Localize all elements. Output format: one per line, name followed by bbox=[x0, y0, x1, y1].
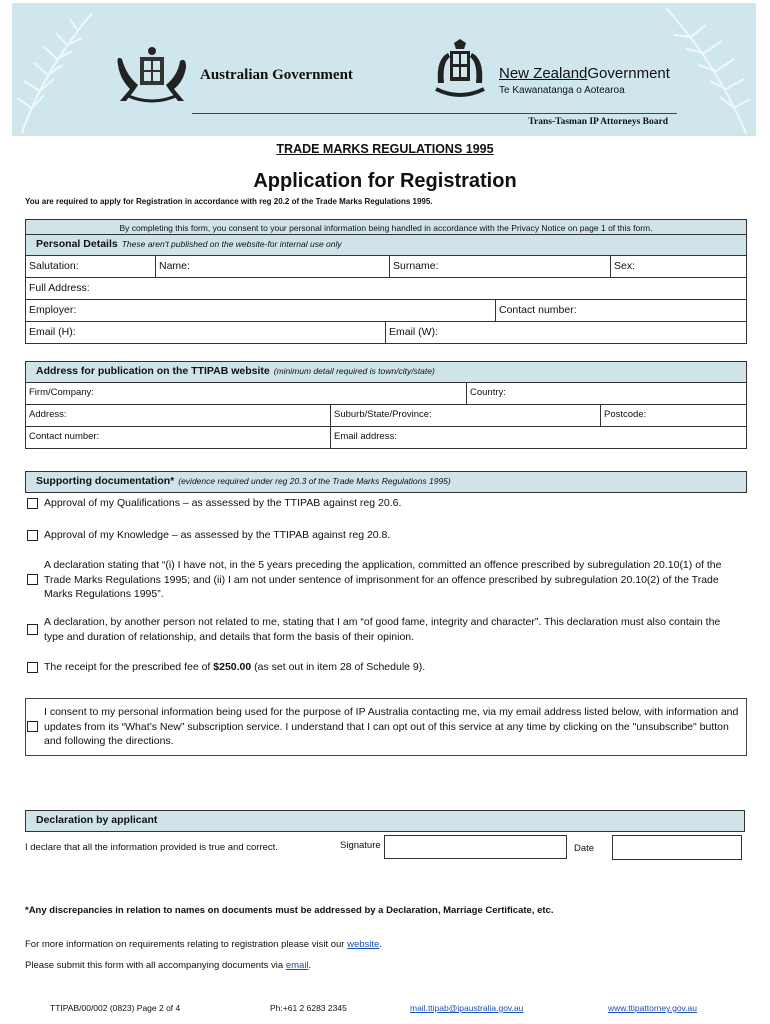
consent-label: I consent to my personal information being used for the purpose of IP Australia contacting me, via my email address listed below, with information and updates from its “What’s New” subscription service. I understand that I can opt out of this service at any time by clicking on the "unsubscribe" button and following the directions. bbox=[44, 706, 739, 747]
contact-number-field[interactable]: Contact number: bbox=[499, 304, 577, 316]
publication-row-2 bbox=[25, 405, 747, 427]
full-address-field[interactable]: Full Address: bbox=[29, 282, 90, 294]
form-code: TTIPAB/00/002 (0823) Page 2 of 4 bbox=[50, 1003, 181, 1013]
offence-declaration-label: A declaration stating that “(i) I have not, in the 5 years preceding the application, committed an offence prescribed by subregulation 20.10(1) of the Trade Marks Regulations 1995; and (ii) I am not under sentence of imprisonment for an offence prescribed by subregulation 20.10(2) of the Trade Marks Regulations 1995”. bbox=[44, 559, 722, 600]
fee-receipt-text-post: (as set out in item 28 of Schedule 9). bbox=[254, 661, 426, 673]
more-info-line: For more information on requirements relating to registration please visit our website. bbox=[25, 939, 382, 950]
supporting-subheading: (evidence required under reg 20.3 of the Trade Marks Regulations 1995) bbox=[178, 476, 451, 486]
board-name: Trans-Tasman IP Attorneys Board bbox=[528, 117, 668, 127]
publication-subheading: (minimum detail required is town/city/state) bbox=[273, 366, 435, 376]
qualifications-label: Approval of my Qualifications – as assessed by the TTIPAB against reg 20.6. bbox=[44, 497, 402, 509]
declaration-header: Declaration by applicant bbox=[25, 810, 745, 832]
footer-web-link[interactable]: www.ttipattorney.gov.au bbox=[608, 1003, 697, 1013]
fee-receipt-text-pre: The receipt for the prescribed fee of bbox=[44, 661, 211, 673]
date-field[interactable] bbox=[612, 835, 742, 860]
publication-row-3 bbox=[25, 427, 747, 449]
submit-text: Please submit this form with all accompanying documents via bbox=[25, 960, 284, 971]
personal-row-3 bbox=[25, 300, 747, 322]
nz-government-suffix: Government bbox=[587, 65, 670, 82]
checkbox-item-fee-receipt bbox=[27, 660, 747, 675]
qualifications-checkbox[interactable] bbox=[27, 498, 38, 509]
footer-mail-link[interactable]: mail.ttipab@ipaustralia.gov.au bbox=[410, 1003, 524, 1013]
date-label: Date bbox=[574, 843, 595, 854]
supporting-heading: Supporting documentation* bbox=[36, 475, 175, 487]
submit-line: Please submit this form with all accompanying documents via email. bbox=[25, 960, 312, 971]
suburb-state-province-field[interactable]: Suburb/State/Province: bbox=[331, 405, 601, 426]
email-home-field[interactable]: Email (H): bbox=[26, 322, 386, 343]
nz-government-prefix: New Zealand bbox=[499, 65, 588, 82]
country-field[interactable]: Country: bbox=[470, 387, 506, 398]
nz-maori-name: Te Kawanatanga o Aotearoa bbox=[499, 85, 625, 96]
checkbox-item-consent bbox=[27, 705, 743, 749]
header-divider bbox=[192, 113, 677, 114]
email-work-field[interactable]: Email (W): bbox=[389, 326, 438, 338]
publication-heading: Address for publication on the TTIPAB website bbox=[36, 365, 270, 377]
personal-row-2 bbox=[25, 278, 747, 300]
declaration-text: I declare that all the information provided is true and correct. bbox=[25, 842, 278, 853]
personal-details-header bbox=[25, 235, 747, 256]
checkbox-item-character-declaration bbox=[27, 615, 743, 644]
salutation-field[interactable]: Salutation: bbox=[26, 256, 156, 277]
footer-phone: Ph:+61 2 6283 2345 bbox=[270, 1003, 347, 1013]
page-title: Application for Registration bbox=[253, 170, 517, 192]
publication-email-field[interactable]: Email address: bbox=[334, 431, 397, 442]
australian-coat-of-arms-icon bbox=[106, 45, 198, 107]
regulations-title: TRADE MARKS REGULATIONS 1995 bbox=[276, 142, 494, 156]
nz-government-wordmark bbox=[499, 65, 670, 82]
personal-details-subheading: These aren't published on the website-for internal use only bbox=[121, 239, 342, 249]
name-field[interactable]: Name: bbox=[156, 256, 390, 277]
employer-field[interactable]: Employer: bbox=[26, 300, 496, 321]
personal-row-4 bbox=[25, 322, 747, 344]
checkbox-item-qualifications bbox=[27, 496, 747, 511]
fee-amount: $250.00 bbox=[213, 661, 252, 673]
requirement-statement: You are required to apply for Registration in accordance with reg 20.2 of the Trade Marks Regulations 1995. bbox=[25, 197, 433, 206]
website-link[interactable]: website bbox=[347, 939, 380, 950]
consent-checkbox[interactable] bbox=[27, 721, 38, 732]
supporting-documentation-header bbox=[25, 471, 747, 493]
personal-details-heading: Personal Details bbox=[36, 238, 118, 250]
australian-government-wordmark: Australian Government bbox=[200, 67, 353, 83]
nz-coat-of-arms-icon bbox=[426, 39, 494, 103]
surname-field[interactable]: Surname: bbox=[390, 256, 611, 277]
fern-decoration-left bbox=[12, 3, 102, 136]
character-declaration-checkbox[interactable] bbox=[27, 624, 38, 635]
character-declaration-label: A declaration, by another person not related to me, stating that I am “of good fame, integrity and character”. This declaration must also contain the type and duration of relationship, and details that form the basis of their opinion. bbox=[44, 616, 721, 643]
fee-receipt-label bbox=[44, 660, 425, 675]
discrepancy-note: *Any discrepancies in relation to names on documents must be addressed by a Declaration, Marriage Certificate, etc. bbox=[25, 905, 554, 916]
signature-label: Signature bbox=[340, 840, 381, 851]
knowledge-label: Approval of my Knowledge – as assessed by the TTIPAB against reg 20.8. bbox=[44, 529, 391, 541]
checkbox-item-offence-declaration bbox=[27, 558, 743, 602]
postcode-field[interactable]: Postcode: bbox=[604, 409, 647, 420]
email-link[interactable]: email bbox=[285, 960, 309, 971]
signature-field[interactable] bbox=[384, 835, 567, 859]
firm-company-field[interactable]: Firm/Company: bbox=[26, 383, 467, 404]
fee-receipt-checkbox[interactable] bbox=[27, 662, 38, 673]
header-banner bbox=[12, 3, 756, 136]
publication-contact-number-field[interactable]: Contact number: bbox=[26, 427, 331, 448]
more-info-text: For more information on requirements relating to registration please visit our bbox=[25, 939, 345, 950]
publication-header bbox=[25, 361, 747, 383]
checkbox-item-knowledge bbox=[27, 528, 747, 543]
privacy-notice: By completing this form, you consent to your personal information being handled in accordance with the Privacy Notice on page 1 of this form. bbox=[25, 219, 747, 235]
address-field[interactable]: Address: bbox=[26, 405, 331, 426]
knowledge-checkbox[interactable] bbox=[27, 530, 38, 541]
personal-row-1 bbox=[25, 256, 747, 278]
offence-declaration-checkbox[interactable] bbox=[27, 574, 38, 585]
publication-row-1 bbox=[25, 383, 747, 405]
sex-field[interactable]: Sex: bbox=[614, 260, 636, 272]
